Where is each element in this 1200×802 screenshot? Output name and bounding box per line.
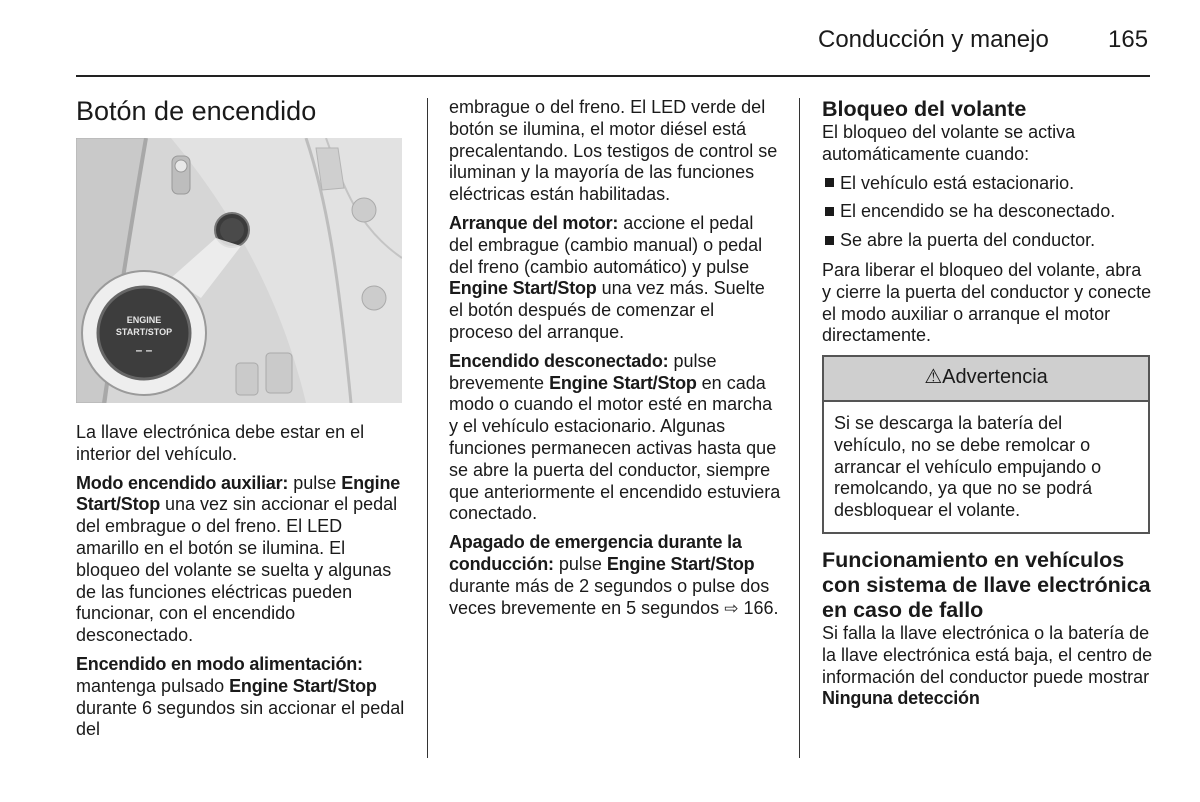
bullet-square-icon bbox=[825, 207, 834, 216]
column-2-text bbox=[449, 97, 781, 626]
paragraph bbox=[449, 351, 781, 525]
paragraph bbox=[822, 623, 1154, 710]
list-item-text: El vehículo está estacionario. bbox=[840, 172, 1075, 193]
paragraph bbox=[76, 422, 408, 466]
column-divider-2 bbox=[799, 98, 800, 758]
paragraph-text: pulse brevemente bbox=[449, 350, 717, 393]
term-bold: Arranque del motor: bbox=[449, 212, 619, 233]
list-item bbox=[822, 201, 1154, 223]
paragraph-text: Si falla la llave electrónica o la batería de la llave electrónica está baja, el centro de información del conductor puede mostrar bbox=[822, 622, 1153, 687]
paragraph-text: La llave electrónica debe estar en el interior del vehículo. bbox=[76, 422, 365, 464]
bullet-square-icon bbox=[825, 178, 834, 187]
dashboard-illustration bbox=[76, 138, 402, 403]
paragraph-text: durante 6 segundos sin accionar el pedal del bbox=[76, 697, 405, 740]
paragraph bbox=[449, 532, 781, 619]
column-divider-1 bbox=[427, 98, 428, 758]
paragraph-text: durante más de 2 segundos o pulse dos veces brevemente en 5 segundos bbox=[449, 575, 770, 618]
paragraph-text: El bloqueo del volante se activa automáticamente cuando: bbox=[822, 122, 1076, 164]
button-name-bold: Engine Start/Stop bbox=[76, 472, 401, 515]
warning-header bbox=[824, 357, 1148, 402]
paragraph-text: Para liberar el bloqueo del volante, abra y cierre la puerta del conductor y conecte el modo auxiliar o arranque el motor directamente. bbox=[822, 259, 1152, 346]
term-bold: Encendido en modo alimentación: bbox=[76, 653, 363, 674]
subheading-steering-lock: Bloqueo del volante bbox=[822, 97, 1027, 121]
paragraph-text: embrague o del freno. El LED verde del botón se ilumina, el motor diésel está precalentando. Los testigos de control se iluminan y la mayoría de las funciones eléctricas están habilitadas. bbox=[449, 97, 778, 205]
paragraph bbox=[76, 654, 408, 741]
engine-label-line2: START/STOP bbox=[115, 327, 173, 337]
warning-box bbox=[822, 355, 1150, 534]
term-bold: Apagado de emergencia durante la conducción: bbox=[449, 532, 742, 574]
paragraph-text: en cada modo o cuando el motor esté en marcha y el vehículo estacionario. Algunas funciones permanecen activas hasta que se abre la puerta del conductor, siempre que anteriormente el encendido estuviera conectado. bbox=[449, 372, 781, 524]
paragraph bbox=[449, 97, 781, 206]
button-name-bold: Engine Start/Stop bbox=[606, 553, 755, 574]
button-name-bold: Engine Start/Stop bbox=[449, 278, 597, 299]
running-header-title: Conducción y manejo bbox=[818, 26, 1049, 53]
paragraph bbox=[76, 473, 408, 647]
column-3-text bbox=[822, 97, 1154, 717]
paragraph-text: una vez sin accionar el pedal del embrague o del freno. El LED amarillo en el botón se ilumina. El bloqueo del volante se suelta y algunas de las funciones eléctricas pueden funcionar, con el encendido desconectado. bbox=[76, 494, 398, 646]
warning-title: Advertencia bbox=[942, 366, 1048, 389]
list-item-text: El encendido se ha desconectado. bbox=[840, 201, 1116, 222]
column-1-text bbox=[76, 422, 408, 748]
header-rule bbox=[76, 75, 1150, 77]
warning-body: Si se descarga la batería del vehículo, no se debe remolcar o arrancar el vehículo empujando o remolcando, ya que no se podrá desbloquear el volante. bbox=[834, 412, 1102, 521]
list-item bbox=[822, 173, 1154, 195]
bullet-square-icon bbox=[825, 236, 834, 245]
page-reference-link[interactable]: 166. bbox=[738, 597, 779, 618]
led-indicators: – – bbox=[135, 343, 153, 357]
paragraph bbox=[822, 122, 1154, 166]
message-bold: Ninguna detección bbox=[822, 688, 980, 709]
paragraph-text: pulse bbox=[553, 553, 607, 574]
paragraph bbox=[449, 213, 781, 344]
paragraph bbox=[822, 260, 1154, 347]
term-bold: Encendido desconectado: bbox=[449, 350, 669, 371]
paragraph-text: una vez más. Suelte el botón después de comenzar el proceso del arranque. bbox=[449, 278, 765, 342]
bullet-list bbox=[822, 173, 1154, 252]
paragraph-text: mantenga pulsado bbox=[76, 675, 230, 696]
paragraph-text: accione el pedal del embrague (cambio manual) o pedal del freno (cambio automático) y pulse bbox=[449, 212, 763, 277]
term-bold: Modo encendido auxiliar: bbox=[76, 472, 289, 493]
button-name-bold: Engine Start/Stop bbox=[229, 675, 377, 696]
engine-start-stop-illustration bbox=[76, 138, 402, 403]
list-item-text: Se abre la puerta del conductor. bbox=[840, 230, 1096, 251]
page-reference-arrow-icon[interactable]: ⇨ bbox=[724, 598, 739, 618]
list-item bbox=[822, 230, 1154, 252]
button-name-bold: Engine Start/Stop bbox=[549, 372, 697, 393]
warning-triangle-icon: ⚠ bbox=[924, 366, 943, 389]
engine-label-line1: ENGINE bbox=[126, 315, 162, 325]
paragraph-text: pulse bbox=[288, 472, 342, 493]
page-number: 165 bbox=[1108, 26, 1149, 53]
subheading-keyless-failure: Funcionamiento en vehículos con sistema de llave electrónica en caso de fallo bbox=[822, 547, 1151, 622]
section-heading: Botón de encendido bbox=[76, 96, 317, 126]
